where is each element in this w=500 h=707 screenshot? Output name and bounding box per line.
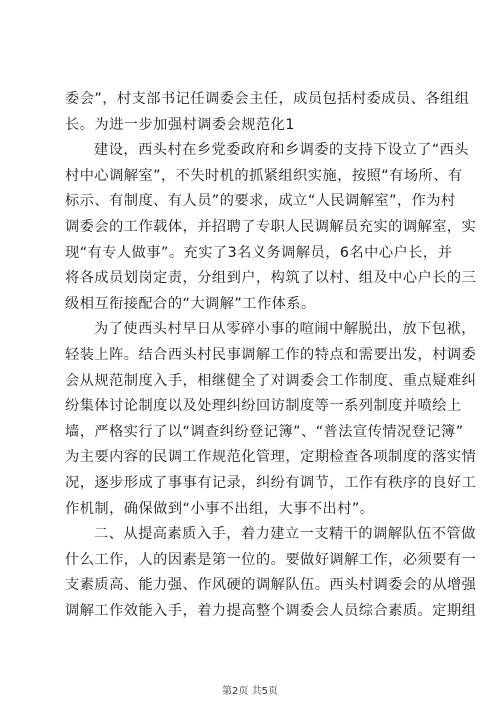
text-line: 纷集体讨论制度以及处理纠纷回访制度等一系列制度并喷绘上 — [65, 398, 462, 415]
page-number: 第2页 共5页 — [222, 686, 278, 697]
text-line: 况，逐步形成了事事有记录，纠纷有调节，工作有秩序的良好工 — [65, 474, 477, 491]
text-line: 为了使西头村早日从零碎小事的喧闹中解脱出，放下包袱， — [94, 321, 476, 338]
text-line: 级相互衔接配合的“大调解”工作体系。 — [65, 295, 316, 312]
text-line: 作机制，确保做到“小事不出组，大事不出村”。 — [65, 500, 375, 517]
text-line: 标示、有制度、有人员”的要求，成立“人民调解室”，作为村 — [65, 193, 456, 210]
text-line: 墙，严格实行了以“调查纠纷登记簿”、“普法宣传情况登记簿” — [65, 423, 464, 440]
text-line: 村中心调解室”，不失时机的抓紧组织实施，按照“有场所、有 — [65, 167, 463, 184]
text-line: 为主要内容的民调工作规范化管理，定期检查各项制度的落实情 — [65, 449, 477, 466]
text-line: 将各成员划岗定责，分组到户，构筑了以村、组及中心户长的三 — [65, 270, 477, 287]
text-line: 调委会的工作载体，并招聘了专职人民调解员充实的调解室，实 — [65, 218, 477, 235]
text-line: 长。为进一步加强村调委会规范化1 — [65, 116, 295, 133]
text-line: 什么工作，人的因素是第一位的。要做好调解工作，必须要有一 — [65, 551, 477, 568]
text-line: 会从规范制度入手，相继健全了对调委会工作制度、重点疑难纠 — [65, 372, 477, 389]
text-line: 轻装上阵。结合西头村民事调解工作的特点和需要出发，村调委 — [65, 346, 477, 363]
text-line: 调解工作效能入手，着力提高整个调委会人员综合素质。定期组 — [65, 602, 477, 619]
text-line: 支素质高、能力强、作风硬的调解队伍。西头村调委会的从增强 — [65, 577, 477, 594]
text-line: 二、从提高素质入手，着力建立一支精干的调解队伍不管做 — [94, 526, 476, 543]
text-line: 建设，西头村在乡党委政府和乡调委的支持下设立了“西头 — [94, 142, 470, 159]
text-line: 现“有专人做事”。充实了3名义务调解员，6名中心户长，并 — [65, 244, 453, 261]
text-line: 委会”，村支部书记任调委会主任，成员包括村委成员、各组组 — [65, 91, 470, 107]
document-body — [65, 87, 477, 624]
